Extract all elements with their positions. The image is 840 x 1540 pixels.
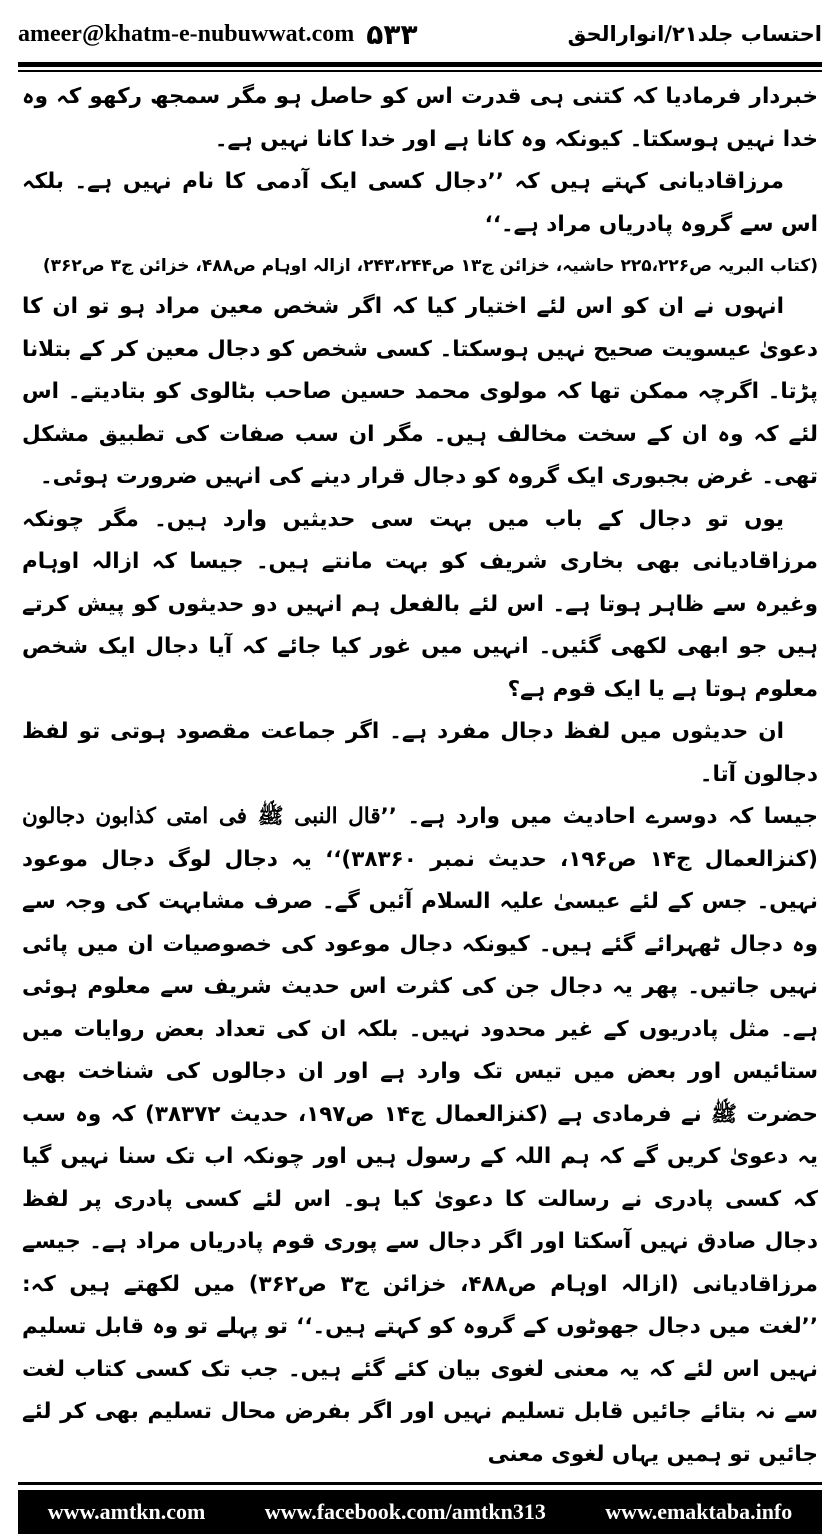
footer-rule	[18, 1482, 822, 1485]
paragraph-7	[22, 796, 818, 1474]
hadith-arabic-quote: قال النبی ﷺ فی امتی کذابون دجالون	[22, 804, 381, 829]
header-left-group	[18, 18, 418, 51]
footer-link-amtkn[interactable]: www.amtkn.com	[47, 1499, 206, 1524]
footer-bar	[18, 1490, 822, 1534]
footer-link-emaktaba[interactable]: www.emaktaba.info	[605, 1499, 793, 1524]
page-number: ۵۳۳	[366, 17, 418, 51]
header-email[interactable]: ameer@khatm-e-nubuwwat.com	[18, 20, 355, 47]
page-body	[22, 76, 818, 1474]
citation-reference: (کتاب البریہ ص۲۲۵،۲۲۶ حاشیہ، خزائن ج۱۳ ص۲۴۳،۲۴۴، ازالہ اوہام ص۴۸۸، خزائن ج۳ ص۳۶۲)	[42, 256, 818, 276]
header-rule-thick	[18, 62, 822, 67]
paragraph-6: ان حدیثوں میں لفظ دجال مفرد ہے۔ اگر جماعت مقصود ہوتی تو لفظ دجالون آتا۔	[22, 719, 818, 787]
paragraph-1: خبردار فرمادیا کہ کتنی ہی قدرت اس کو حاصل ہو مگر سمجھ رکھو کہ وہ خدا نہیں ہوسکتا۔ کیونکہ وہ کانا ہے اور خدا کانا نہیں ہے۔	[22, 84, 818, 152]
paragraph-2: مرزاقادیانی کہتے ہیں کہ ’’دجال کسی ایک آدمی کا نام نہیں ہے۔ بلکہ اس سے گروہ پادریاں مراد ہے۔‘‘	[22, 169, 818, 237]
running-title: احتساب جلد۲۱/انوارالحق	[567, 22, 822, 46]
paragraph-4: انہوں نے ان کو اس لئے اختیار کیا کہ اگر شخص معین مراد ہو تو ان کا دعویٰ عیسویت صحیح نہیں ہوسکتا۔ کسی شخص کو دجال معین کر کے بتلانا پڑتا۔ اگرچہ ممکن تھا کہ مولوی محمد حسین صاحب بٹالوی کو بتادیتے۔ اس لئے کہ وہ ان کے سخت مخالف ہیں۔ مگر ان سب صفات کی تطبیق مشکل تھی۔ غرض بجبوری ایک گروہ کو دجال قرار دینے کی انہیں ضرورت ہوئی۔	[22, 294, 818, 489]
paragraph-7-intro: جیسا کہ دوسرے احادیث میں وارد ہے۔ ’’	[380, 804, 818, 829]
header-rule-thin	[18, 70, 822, 72]
page-header	[18, 12, 822, 56]
paragraph-7-body: (کنزالعمال ج۱۴ ص۱۹۶، حدیث نمبر ۳۸۳۶۰)‘‘ یہ دجال لوگ دجال موعود نہیں۔ جس کے لئے عیسیٰ علیہ السلام آئیں گے۔ صرف مشابہت کی وجہ سے وہ دجال ٹھہرائے گئے ہیں۔ کیونکہ دجال موعود کی خصوصیات ان میں پائی نہیں جاتیں۔ پھر یہ دجال جن کی کثرت اس حدیث شریف سے معلوم ہوئی ہے۔ مثل پادریوں کے غیر محدود نہیں۔ بلکہ ان کی تعداد بعض روایات میں ستائیس اور بعض میں تیس تک وارد ہے اور ان دجالوں کی شناخت بھی حضرت ﷺ نے فرمادی ہے (کنزالعمال ج۱۴ ص۱۹۷، حدیث ۳۸۳۷۲) کہ وہ سب یہ دعویٰ کریں گے کہ ہم اللہ کے رسول ہیں اور چونکہ اب تک سنا نہیں گیا کہ کسی پادری نے رسالت کا دعویٰ کیا ہو۔ اس لئے کسی پادری پر لفظ دجال صادق نہیں آسکتا اور اگر دجال سے پوری قوم پادریاں مراد ہے۔ جیسے مرزاقادیانی (ازالہ اوہام ص۴۸۸، خزائن ج۳ ص۳۶۲) میں لکھتے ہیں کہ: ’’لغت میں دجال جھوٹوں کے گروہ کو کہتے ہیں۔‘‘ تو پہلے تو وہ قابل تسلیم نہیں اس لئے کہ یہ معنی لغوی بیان کئے گئے ہیں۔ جب تک کسی کتاب لغت سے نہ بتائے جائیں قابل تسلیم نہیں اور اگر بفرض محال تسلیم بھی کر لئے جائیں تو ہمیں یہاں لغوی معنی	[22, 846, 818, 1467]
footer-link-facebook[interactable]: www.facebook.com/amtkn313	[264, 1499, 546, 1524]
paragraph-5: یوں تو دجال کے باب میں بہت سی حدیثیں وارد ہیں۔ مگر چونکہ مرزاقادیانی بھی بخاری شریف کو بہت مانتے ہیں۔ جیسا کہ ازالہ اوہام وغیرہ سے ظاہر ہوتا ہے۔ اس لئے بالفعل ہم انہیں دو حدیثوں کو پیش کرتے ہیں جو ابھی لکھی گئیں۔ انہیں میں غور کیا جائے کہ آیا دجال ایک شخص معلوم ہوتا ہے یا ایک قوم ہے؟	[22, 506, 818, 702]
